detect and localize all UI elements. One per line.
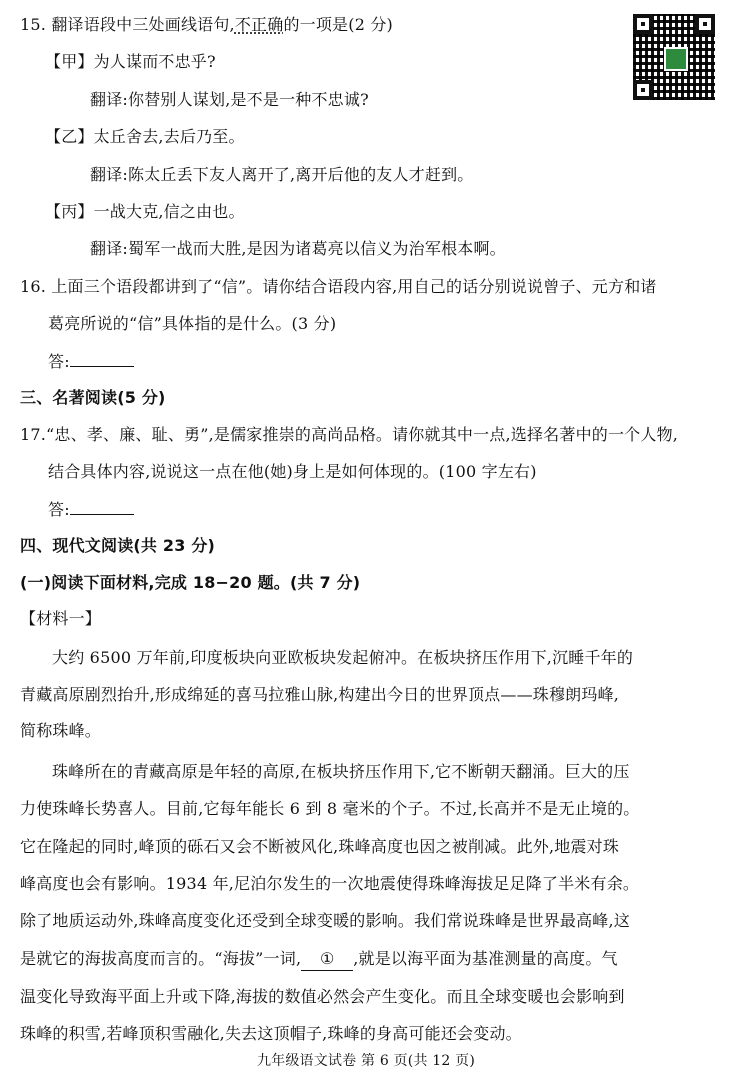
question-16 [20, 276, 657, 298]
question-range: 18−20 [192, 573, 252, 592]
material-line: 峰高度也会有影响。1934 年,尼泊尔发生的一次地震使得珠峰海拔足足降了半米有余。 [20, 874, 640, 893]
material-line: 力使珠峰长势喜人。目前,它每年能长 6 到 8 毫米的个子。不过,长高并不是无止境的。 [20, 799, 640, 818]
material-line: 它在隆起的同时,峰顶的砾石又会不断被风化,珠峰高度也因之被削减。此外,地震对珠 [20, 837, 620, 856]
material-line: 简称珠峰。 [20, 721, 102, 740]
material-text: 是就它的海拔高度而言的。“海拔”一词, [20, 949, 302, 968]
question-15 [20, 14, 393, 36]
question-number: 15. [20, 15, 47, 34]
answer-label: 答: [48, 352, 70, 371]
question-text: 的一项是(2 分) [283, 15, 394, 34]
subsection-text: 题。(共 7 分) [251, 573, 361, 592]
question-17-line2: 结合具体内容,说说这一点在他(她)身上是如何体现的。(100 字左右) [48, 462, 537, 481]
answer-blank[interactable] [70, 498, 134, 515]
material-text: ,就是以海平面为基准测量的高度。气 [353, 949, 618, 968]
subsection-title [20, 572, 360, 594]
emphasis-text: 不正确 [234, 15, 284, 34]
material-line: 珠峰所在的青藏高原是年轻的高原,在板块挤压作用下,它不断朝天翻涌。巨大的压 [52, 762, 630, 781]
question-text: 上面三个语段都讲到了“信”。请你结合语段内容,用自己的话分别说说曾子、元方和诸 [51, 277, 657, 296]
material-line: 温变化导致海平面上升或下降,海拔的数值必然会产生变化。而且全球变暖也会影响到 [20, 987, 625, 1006]
section-title: 四、现代文阅读(共 23 分) [20, 536, 216, 555]
material-line: 除了地质运动外,珠峰高度变化还受到全球变暖的影响。我们常说珠峰是世界最高峰,这 [20, 911, 630, 930]
answer-17[interactable] [48, 498, 134, 521]
question-number: 17. [20, 425, 47, 444]
answer-blank[interactable] [70, 350, 134, 367]
answer-16[interactable] [48, 350, 134, 373]
question-text: 翻译语段中三处画线语句, [51, 15, 235, 34]
material-line: 珠峰的积雪,若峰顶积雪融化,失去这顶帽子,珠峰的身高可能还会变动。 [20, 1024, 522, 1043]
material-line: 青藏高原剧烈抬升,形成绵延的喜马拉雅山脉,构建出今日的世界顶点——珠穆朗玛峰, [20, 685, 620, 704]
material-line [20, 948, 618, 971]
question-text: “忠、孝、廉、耻、勇”,是儒家推崇的高尚品格。请你就其中一点,选择名著中的一个人物, [46, 425, 679, 444]
translation-jia: 翻译:你替别人谋划,是不是一种不忠诚? [90, 90, 369, 109]
fill-blank-1[interactable]: ① [301, 948, 353, 971]
question-16-line2: 葛亮所说的“信”具体指的是什么。(3 分) [48, 314, 337, 333]
translation-bing: 翻译:蜀军一战而大胜,是因为诸葛亮以信义为治军根本啊。 [90, 239, 506, 258]
item-bing: 【丙】一战大克,信之由也。 [45, 202, 245, 221]
qr-code-icon [633, 14, 715, 100]
page-footer: 九年级语文试卷 第 6 页(共 12 页) [256, 1053, 476, 1069]
item-yi: 【乙】太丘舍去,去后乃至。 [45, 127, 245, 146]
question-17 [20, 424, 678, 446]
material-label: 【材料一】 [20, 609, 102, 628]
answer-label: 答: [48, 500, 70, 519]
material-line: 大约 6500 万年前,印度板块向亚欧板块发起俯冲。在板块挤压作用下,沉睡千年的 [52, 648, 634, 667]
question-number: 16. [20, 277, 47, 296]
item-jia: 【甲】为人谋而不忠乎? [45, 52, 216, 71]
section-title: 三、名著阅读(5 分) [20, 388, 166, 407]
translation-yi: 翻译:陈太丘丢下友人离开了,离开后他的友人才赶到。 [90, 165, 474, 184]
subsection-text: (一)阅读下面材料,完成 [20, 573, 193, 592]
